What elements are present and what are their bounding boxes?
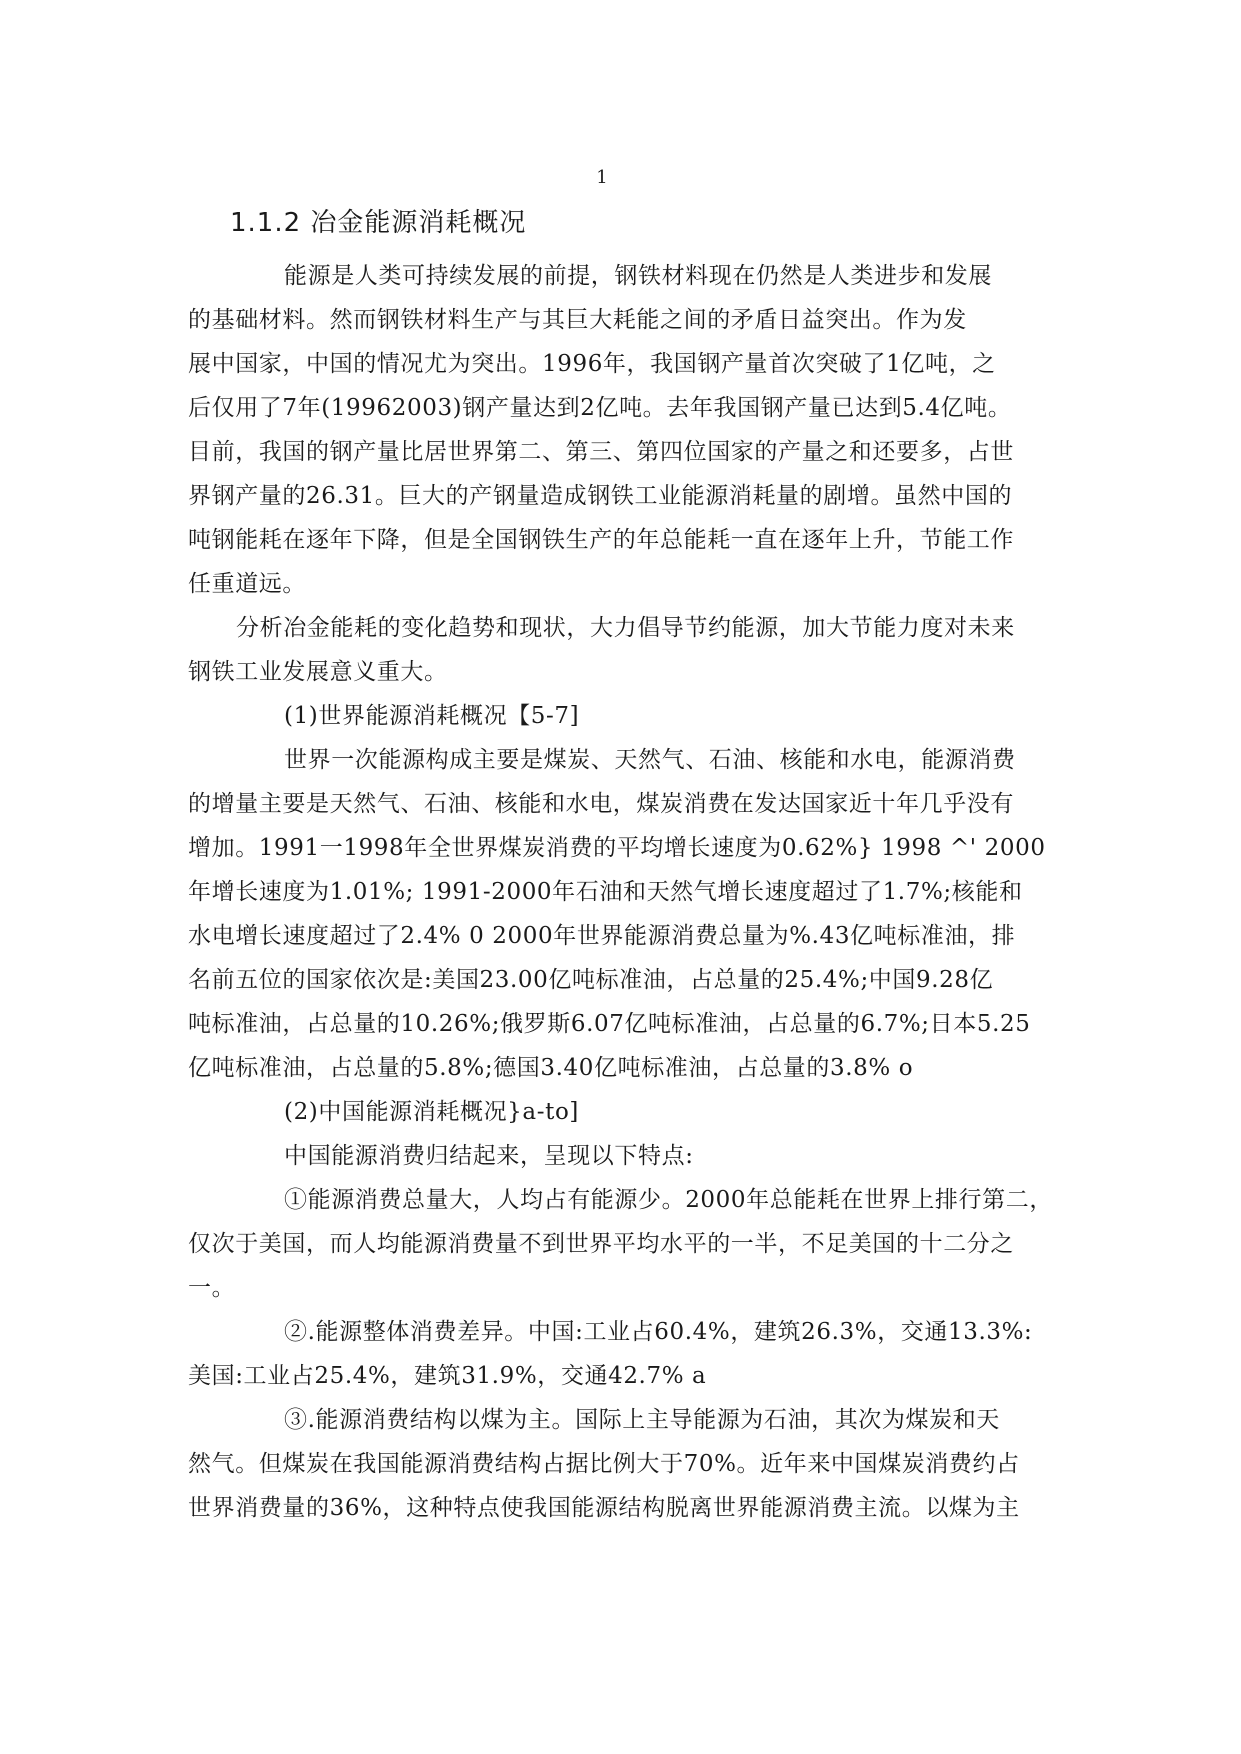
- section-heading: 1.1.2 冶金能源消耗概况: [230, 208, 527, 238]
- text-line: 吨钢能耗在逐年下降，但是全国钢铁生产的年总能耗一直在逐年上升，节能工作: [188, 527, 1014, 553]
- text-line: 世界消费量的36%，这种特点使我国能源结构脱离世界能源消费主流。以煤为主: [188, 1495, 1020, 1521]
- text-line: ①能源消费总量大，人均占有能源少。2000年总能耗在世界上排行第二，: [284, 1187, 1053, 1213]
- text-line: 增加。1991一1998年全世界煤炭消费的平均增长速度为0.62%} 1998 ^' 2000: [188, 835, 1046, 861]
- text-line: ③.能源消费结构以煤为主。国际上主导能源为石油，其次为煤炭和天: [284, 1407, 1000, 1433]
- text-line: 后仅用了7年(19962003)钢产量达到2亿吨。去年我国钢产量已达到5.4亿吨。: [188, 395, 1012, 421]
- text-line: 美国:工业占25.4%，建筑31.9%，交通42.7% a: [188, 1363, 707, 1389]
- text-line: (2)中国能源消耗概况}a-to]: [284, 1099, 579, 1125]
- text-line: 的增量主要是天然气、石油、核能和水电，煤炭消费在发达国家近十年几乎没有: [188, 791, 1014, 817]
- text-line: 水电增长速度超过了2.4% 0 2000年世界能源消费总量为%.43亿吨标准油，排: [188, 923, 1016, 949]
- text-line: 目前，我国的钢产量比居世界第二、第三、第四位国家的产量之和还要多，占世: [188, 439, 1014, 465]
- text-line: 一。: [188, 1275, 236, 1301]
- text-line: 然气。但煤炭在我国能源消费结构占据比例大于70%。近年来中国煤炭消费约占: [188, 1451, 1020, 1477]
- text-line: 亿吨标准油，占总量的5.8%;德国3.40亿吨标准油，占总量的3.8% o: [188, 1055, 914, 1081]
- text-line: 吨标准油，占总量的10.26%;俄罗斯6.07亿吨标准油，占总量的6.7%;日本5.25: [188, 1011, 1031, 1037]
- text-line: 中国能源消费归结起来，呈现以下特点:: [284, 1143, 694, 1169]
- text-line: 年增长速度为1.01%; 1991-2000年石油和天然气增长速度超过了1.7%;核能和: [188, 879, 1023, 905]
- text-line: 名前五位的国家依次是:美国23.00亿吨标准油，占总量的25.4%;中国9.28亿: [188, 967, 994, 993]
- text-line: 界钢产量的26.31。巨大的产钢量造成钢铁工业能源消耗量的剧增。虽然中国的: [188, 483, 1013, 509]
- text-line: 分析冶金能耗的变化趋势和现状，大力倡导节约能源，加大节能力度对未来: [236, 615, 1015, 641]
- text-line: (1)世界能源消耗概况【5-7]: [284, 703, 580, 729]
- text-line: 能源是人类可持续发展的前提，钢铁材料现在仍然是人类进步和发展: [284, 263, 992, 289]
- text-line: 钢铁工业发展意义重大。: [188, 659, 448, 685]
- text-line: 的基础材料。然而钢铁材料生产与其巨大耗能之间的矛盾日益突出。作为发: [188, 307, 967, 333]
- text-line: 任重道远。: [188, 571, 306, 597]
- text-line: 仅次于美国，而人均能源消费量不到世界平均水平的一半，不足美国的十二分之: [188, 1231, 1014, 1257]
- text-line: 世界一次能源构成主要是煤炭、天然气、石油、核能和水电，能源消费: [284, 747, 1016, 773]
- body-text: [188, 254, 1188, 1530]
- text-line: ②.能源整体消费差异。中国:工业占60.4%，建筑26.3%，交通13.3%:: [284, 1319, 1033, 1345]
- text-line: 展中国家，中国的情况尤为突出。1996年，我国钢产量首次突破了1亿吨，之: [188, 351, 996, 377]
- page-number: 1: [596, 167, 608, 188]
